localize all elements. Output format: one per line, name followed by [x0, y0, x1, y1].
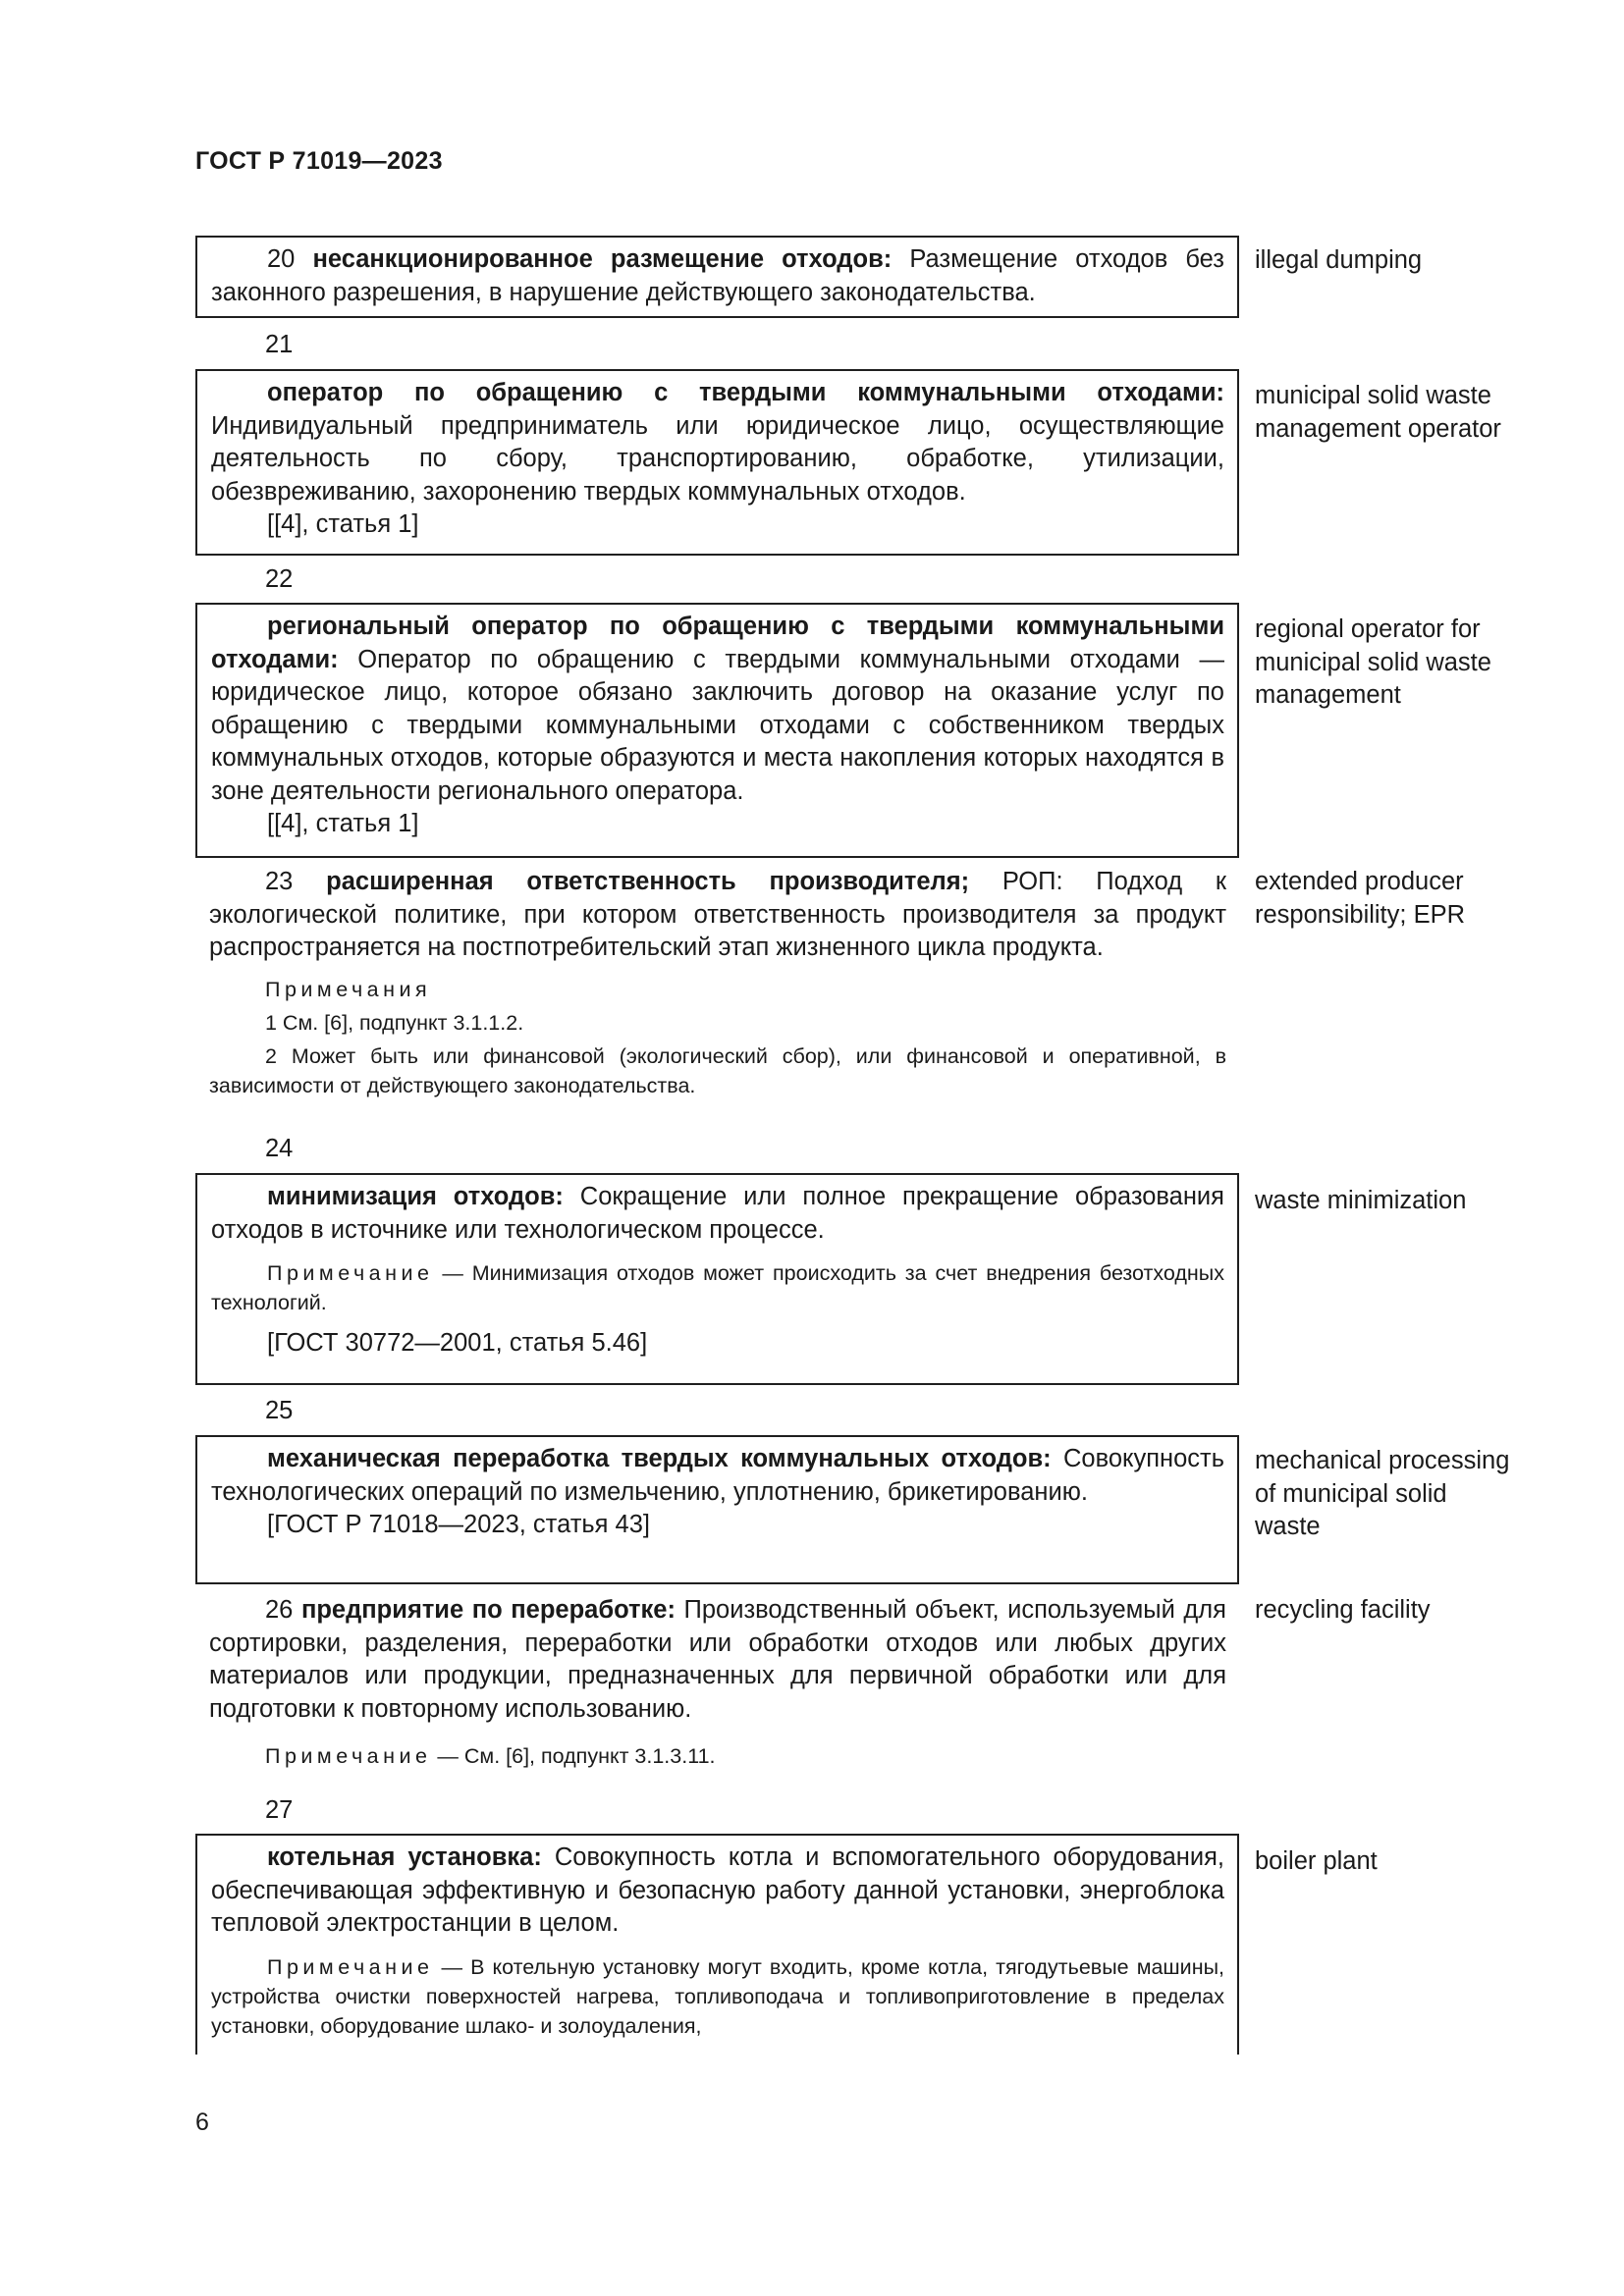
english-equivalent-26: recycling facility	[1255, 1596, 1431, 1624]
definition: Сокращение или полное прекращение образования отходов в источнике или технологическом процессе.	[211, 1183, 1224, 1244]
entry-number-22: 22	[265, 565, 294, 593]
note-text: — См. [6], подпункт 3.1.3.11.	[431, 1744, 716, 1768]
entry-number-21: 21	[265, 331, 294, 358]
term-entry-20	[195, 236, 1239, 318]
page-number: 6	[195, 2109, 209, 2136]
term-entry-26	[195, 1594, 1239, 1771]
entry-number: 26	[265, 1596, 294, 1624]
entry-number: 23	[265, 868, 294, 895]
entry-number-24: 24	[265, 1135, 294, 1162]
term: расширенная ответственность производителя;	[326, 868, 970, 895]
note-text: — В котельную установку могут входить, кроме котла, тягодутьевые машины, устройства очистки поверхностей нагрева, топливоподача и топливоприготовление в пределах установки, оборудование шлако- и золоудаления,	[211, 1954, 1224, 2038]
english-equivalent-23: extended producer responsibility; EPR	[1255, 868, 1465, 929]
source-reference: [ГОСТ Р 71018—2023, статья 43]	[267, 1511, 650, 1538]
entry-number: 20	[267, 245, 296, 273]
term: региональный оператор по обращению с твердыми коммунальными отходами:	[211, 613, 1224, 673]
note-text: — Минимизация отходов может происходить за счет внедрения безотходных технологий.	[211, 1261, 1224, 1314]
note-label: Примечание	[265, 1744, 432, 1768]
term: предприятие по переработке:	[300, 1596, 676, 1624]
definition: Индивидуальный предприниматель или юридическое лицо, осуществляющие деятельность по сбору, транспортированию, обработке, утилизации, обезвреживанию, захоронению твердых коммунальных отходов.	[211, 411, 1224, 506]
term: механическая переработка твердых коммунальных отходов:	[267, 1445, 1052, 1472]
definition: Совокупность котла и вспомогательного оборудования, обеспечивающая эффективную и безопасную работу данной установки, энергоблока тепловой электростанции в целом.	[211, 1843, 1225, 1937]
entry-number-27: 27	[265, 1796, 294, 1824]
term-entry-25	[195, 1435, 1239, 1584]
term-entry-27	[195, 1834, 1239, 2055]
term: несанкционированное размещение отходов:	[312, 245, 893, 273]
term-entry-24	[195, 1173, 1239, 1385]
definition: Размещение отходов без законного разрешения, в нарушение действующего законодательства.	[211, 245, 1224, 306]
note-2: 2 Может быть или финансовой (экологический сбор), или финансовой и оперативной, в зависимости от действующего законодательства.	[209, 1043, 1226, 1097]
note-1: 1 См. [6], подпункт 3.1.1.2.	[265, 1010, 524, 1035]
term: минимизация отходов:	[267, 1183, 564, 1210]
note	[211, 1258, 1224, 1317]
english-equivalent-21: municipal solid waste management operator	[1255, 382, 1501, 443]
note	[209, 1741, 1226, 1771]
english-equivalent-25: mechanical processing of municipal solid waste	[1255, 1447, 1510, 1540]
definition: Производственный объект, используемый для сортировки, разделения, переработки или обработки отходов или любых других материалов или продукции, предназначенных для первичной обработки или для подготовки к повторному использованию.	[209, 1596, 1226, 1723]
entry-number-25: 25	[265, 1397, 294, 1424]
english-equivalent-20: illegal dumping	[1255, 246, 1423, 274]
english-equivalent-22: regional operator for municipal solid waste management	[1255, 615, 1491, 709]
source-reference: [[4], статья 1]	[267, 510, 419, 538]
definition: Совокупность технологических операций по измельчению, уплотнению, брикетированию.	[211, 1445, 1224, 1506]
term-entry-21	[195, 369, 1239, 556]
note	[211, 1952, 1224, 2041]
notes-title: Примечания	[265, 977, 432, 1001]
definition: Оператор по обращению с твердыми коммунальными отходами — юридическое лицо, которое обязано заключить договор на оказание услуг по обращению с твердыми коммунальными отходами с собственником твердых коммунальных отходов, которые образуются и места накопления которых находятся в зоне деятельности регионального оператора.	[211, 645, 1224, 805]
definition: РОП: Подход к экологической политике, при котором ответственность производителя за продукт распространяется на постпотребительский этап жизненного цикла продукта.	[209, 868, 1226, 961]
note-label: Примечание	[267, 1954, 434, 1979]
term: котельная установка:	[267, 1843, 542, 1871]
english-equivalent-24: waste minimization	[1255, 1187, 1467, 1214]
note-label: Примечание	[267, 1261, 434, 1285]
term-entry-23	[195, 866, 1239, 1100]
term-entry-22	[195, 603, 1239, 858]
source-reference: [[4], статья 1]	[267, 810, 419, 837]
term: оператор по обращению с твердыми коммунальными отходами:	[267, 379, 1224, 406]
english-equivalent-27: boiler plant	[1255, 1847, 1378, 1875]
source-reference: [ГОСТ 30772—2001, статья 5.46]	[267, 1329, 648, 1357]
document-header: ГОСТ Р 71019—2023	[195, 147, 443, 175]
